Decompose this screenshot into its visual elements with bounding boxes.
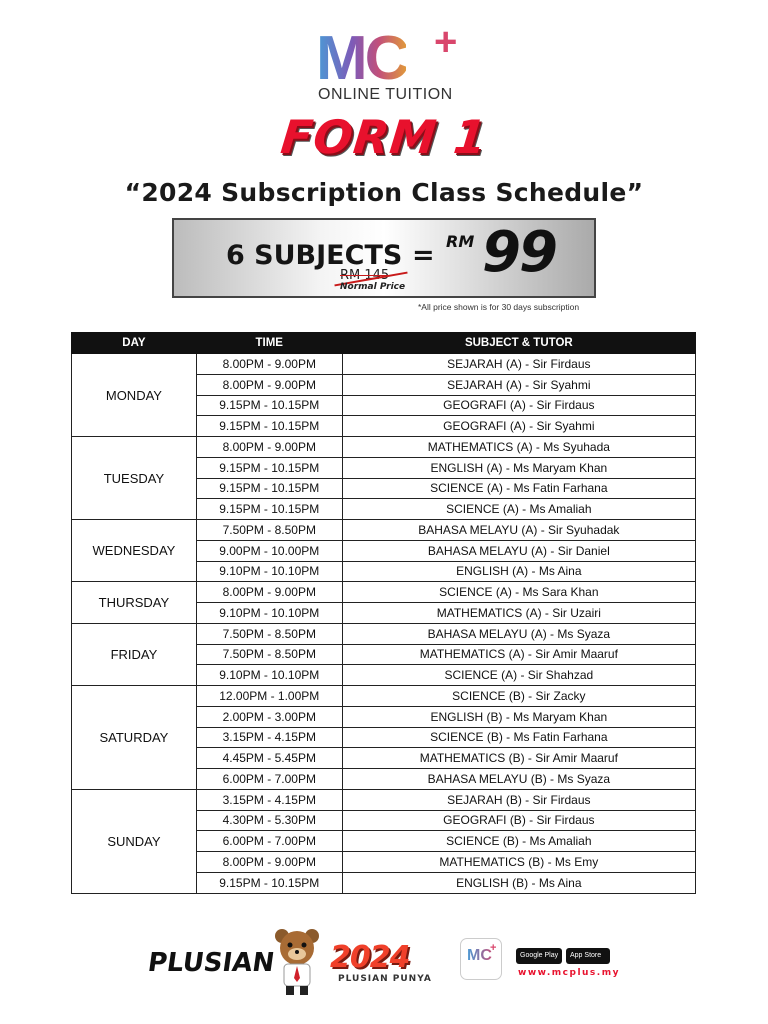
- time-cell: 8.00PM - 9.00PM: [196, 852, 342, 873]
- day-cell: SATURDAY: [72, 686, 197, 790]
- day-cell: SUNDAY: [72, 789, 197, 893]
- subject-tutor-cell: MATHEMATICS (B) - Ms Emy: [342, 852, 695, 873]
- schedule-table: [71, 332, 696, 894]
- schedule-body: [72, 354, 696, 894]
- year-badge: 2024: [330, 940, 410, 975]
- subject-tutor-cell: GEOGRAFI (A) - Sir Syahmi: [342, 416, 695, 437]
- mc-plus-app-icon: [460, 938, 502, 980]
- logo-plus-sign: +: [434, 20, 458, 64]
- subject-tutor-cell: SCIENCE (A) - Ms Sara Khan: [342, 582, 695, 603]
- table-row: [72, 582, 696, 603]
- subject-tutor-cell: SEJARAH (A) - Sir Firdaus: [342, 354, 695, 375]
- footer: [0, 920, 768, 1010]
- subject-tutor-cell: BAHASA MELAYU (A) - Sir Syuhadak: [342, 520, 695, 541]
- subject-tutor-cell: ENGLISH (A) - Ms Maryam Khan: [342, 457, 695, 478]
- table-row: [72, 354, 696, 375]
- time-cell: 6.00PM - 7.00PM: [196, 769, 342, 790]
- logo-subtitle: ONLINE TUITION: [318, 86, 453, 103]
- time-cell: 9.15PM - 10.15PM: [196, 416, 342, 437]
- day-cell: TUESDAY: [72, 437, 197, 520]
- table-row: [72, 789, 696, 810]
- app-store-badge[interactable]: App Store: [566, 948, 610, 964]
- time-cell: 3.15PM - 4.15PM: [196, 727, 342, 748]
- price-value: 99: [482, 220, 556, 285]
- time-cell: 9.10PM - 10.10PM: [196, 665, 342, 686]
- time-cell: 9.15PM - 10.15PM: [196, 499, 342, 520]
- time-cell: 8.00PM - 9.00PM: [196, 374, 342, 395]
- subject-tutor-cell: SEJARAH (B) - Sir Firdaus: [342, 789, 695, 810]
- time-cell: 4.30PM - 5.30PM: [196, 810, 342, 831]
- time-cell: 3.15PM - 4.15PM: [196, 789, 342, 810]
- time-cell: 9.00PM - 10.00PM: [196, 540, 342, 561]
- subject-tutor-cell: ENGLISH (B) - Ms Aina: [342, 872, 695, 893]
- subject-tutor-cell: ENGLISH (A) - Ms Aina: [342, 561, 695, 582]
- day-cell: WEDNESDAY: [72, 520, 197, 582]
- mc-plus-logo: [310, 20, 470, 106]
- subjects-label: 6 SUBJECTS: [226, 240, 403, 271]
- time-cell: 2.00PM - 3.00PM: [196, 706, 342, 727]
- subject-tutor-cell: GEOGRAFI (A) - Sir Firdaus: [342, 395, 695, 416]
- header-time: TIME: [196, 333, 342, 354]
- subject-tutor-cell: MATHEMATICS (A) - Sir Uzairi: [342, 603, 695, 624]
- day-cell: THURSDAY: [72, 582, 197, 624]
- time-cell: 9.15PM - 10.15PM: [196, 478, 342, 499]
- subject-tutor-cell: SCIENCE (A) - Ms Amaliah: [342, 499, 695, 520]
- normal-price: RM 145: [340, 268, 390, 283]
- subject-tutor-cell: MATHEMATICS (A) - Ms Syuhada: [342, 437, 695, 458]
- time-cell: 7.50PM - 8.50PM: [196, 644, 342, 665]
- time-cell: 9.15PM - 10.15PM: [196, 457, 342, 478]
- time-cell: 8.00PM - 9.00PM: [196, 437, 342, 458]
- schedule-subtitle: “2024 Subscription Class Schedule”: [124, 178, 644, 207]
- equals-sign: =: [412, 240, 435, 271]
- time-cell: 12.00PM - 1.00PM: [196, 686, 342, 707]
- time-cell: 7.50PM - 8.50PM: [196, 623, 342, 644]
- subject-tutor-cell: SEJARAH (A) - Sir Syahmi: [342, 374, 695, 395]
- price-note: *All price shown is for 30 days subscription: [418, 302, 580, 312]
- time-cell: 4.45PM - 5.45PM: [196, 748, 342, 769]
- time-cell: 8.00PM - 9.00PM: [196, 354, 342, 375]
- table-row: [72, 437, 696, 458]
- form-title: FORM 1: [278, 110, 490, 164]
- table-row: [72, 623, 696, 644]
- time-cell: 6.00PM - 7.00PM: [196, 831, 342, 852]
- time-cell: 9.15PM - 10.15PM: [196, 395, 342, 416]
- bear-mascot-icon: [272, 926, 322, 998]
- time-cell: 9.15PM - 10.15PM: [196, 872, 342, 893]
- time-cell: 8.00PM - 9.00PM: [196, 582, 342, 603]
- year-subtitle: PLUSIAN PUNYA: [338, 974, 432, 984]
- price-banner: [172, 218, 596, 298]
- normal-price-label: Normal Price: [340, 282, 406, 292]
- subject-tutor-cell: SCIENCE (B) - Ms Amaliah: [342, 831, 695, 852]
- subject-tutor-cell: SCIENCE (B) - Ms Fatin Farhana: [342, 727, 695, 748]
- header-day: DAY: [72, 333, 197, 354]
- subject-tutor-cell: MATHEMATICS (A) - Sir Amir Maaruf: [342, 644, 695, 665]
- subject-tutor-cell: BAHASA MELAYU (A) - Sir Daniel: [342, 540, 695, 561]
- subject-tutor-cell: ENGLISH (B) - Ms Maryam Khan: [342, 706, 695, 727]
- time-cell: 7.50PM - 8.50PM: [196, 520, 342, 541]
- table-header-row: [72, 333, 696, 354]
- subject-tutor-cell: SCIENCE (A) - Sir Shahzad: [342, 665, 695, 686]
- day-cell: FRIDAY: [72, 623, 197, 685]
- header-subject-tutor: SUBJECT & TUTOR: [342, 333, 695, 354]
- subject-tutor-cell: SCIENCE (B) - Sir Zacky: [342, 686, 695, 707]
- plusian-wordmark: PLUSIAN: [145, 948, 277, 978]
- mini-logo-text: MC: [467, 947, 492, 964]
- table-row: [72, 686, 696, 707]
- subject-tutor-cell: MATHEMATICS (B) - Sir Amir Maaruf: [342, 748, 695, 769]
- mini-logo-plus: +: [490, 942, 497, 954]
- table-row: [72, 520, 696, 541]
- logo-mc-text: MC: [316, 24, 407, 93]
- subject-tutor-cell: BAHASA MELAYU (B) - Ms Syaza: [342, 769, 695, 790]
- website-link[interactable]: www.mcplus.my: [518, 968, 620, 978]
- subject-tutor-cell: BAHASA MELAYU (A) - Ms Syaza: [342, 623, 695, 644]
- day-cell: MONDAY: [72, 354, 197, 437]
- google-play-badge[interactable]: Google Play: [516, 948, 562, 964]
- subject-tutor-cell: SCIENCE (A) - Ms Fatin Farhana: [342, 478, 695, 499]
- currency-label: RM: [446, 232, 475, 251]
- time-cell: 9.10PM - 10.10PM: [196, 561, 342, 582]
- time-cell: 9.10PM - 10.10PM: [196, 603, 342, 624]
- subject-tutor-cell: GEOGRAFI (B) - Sir Firdaus: [342, 810, 695, 831]
